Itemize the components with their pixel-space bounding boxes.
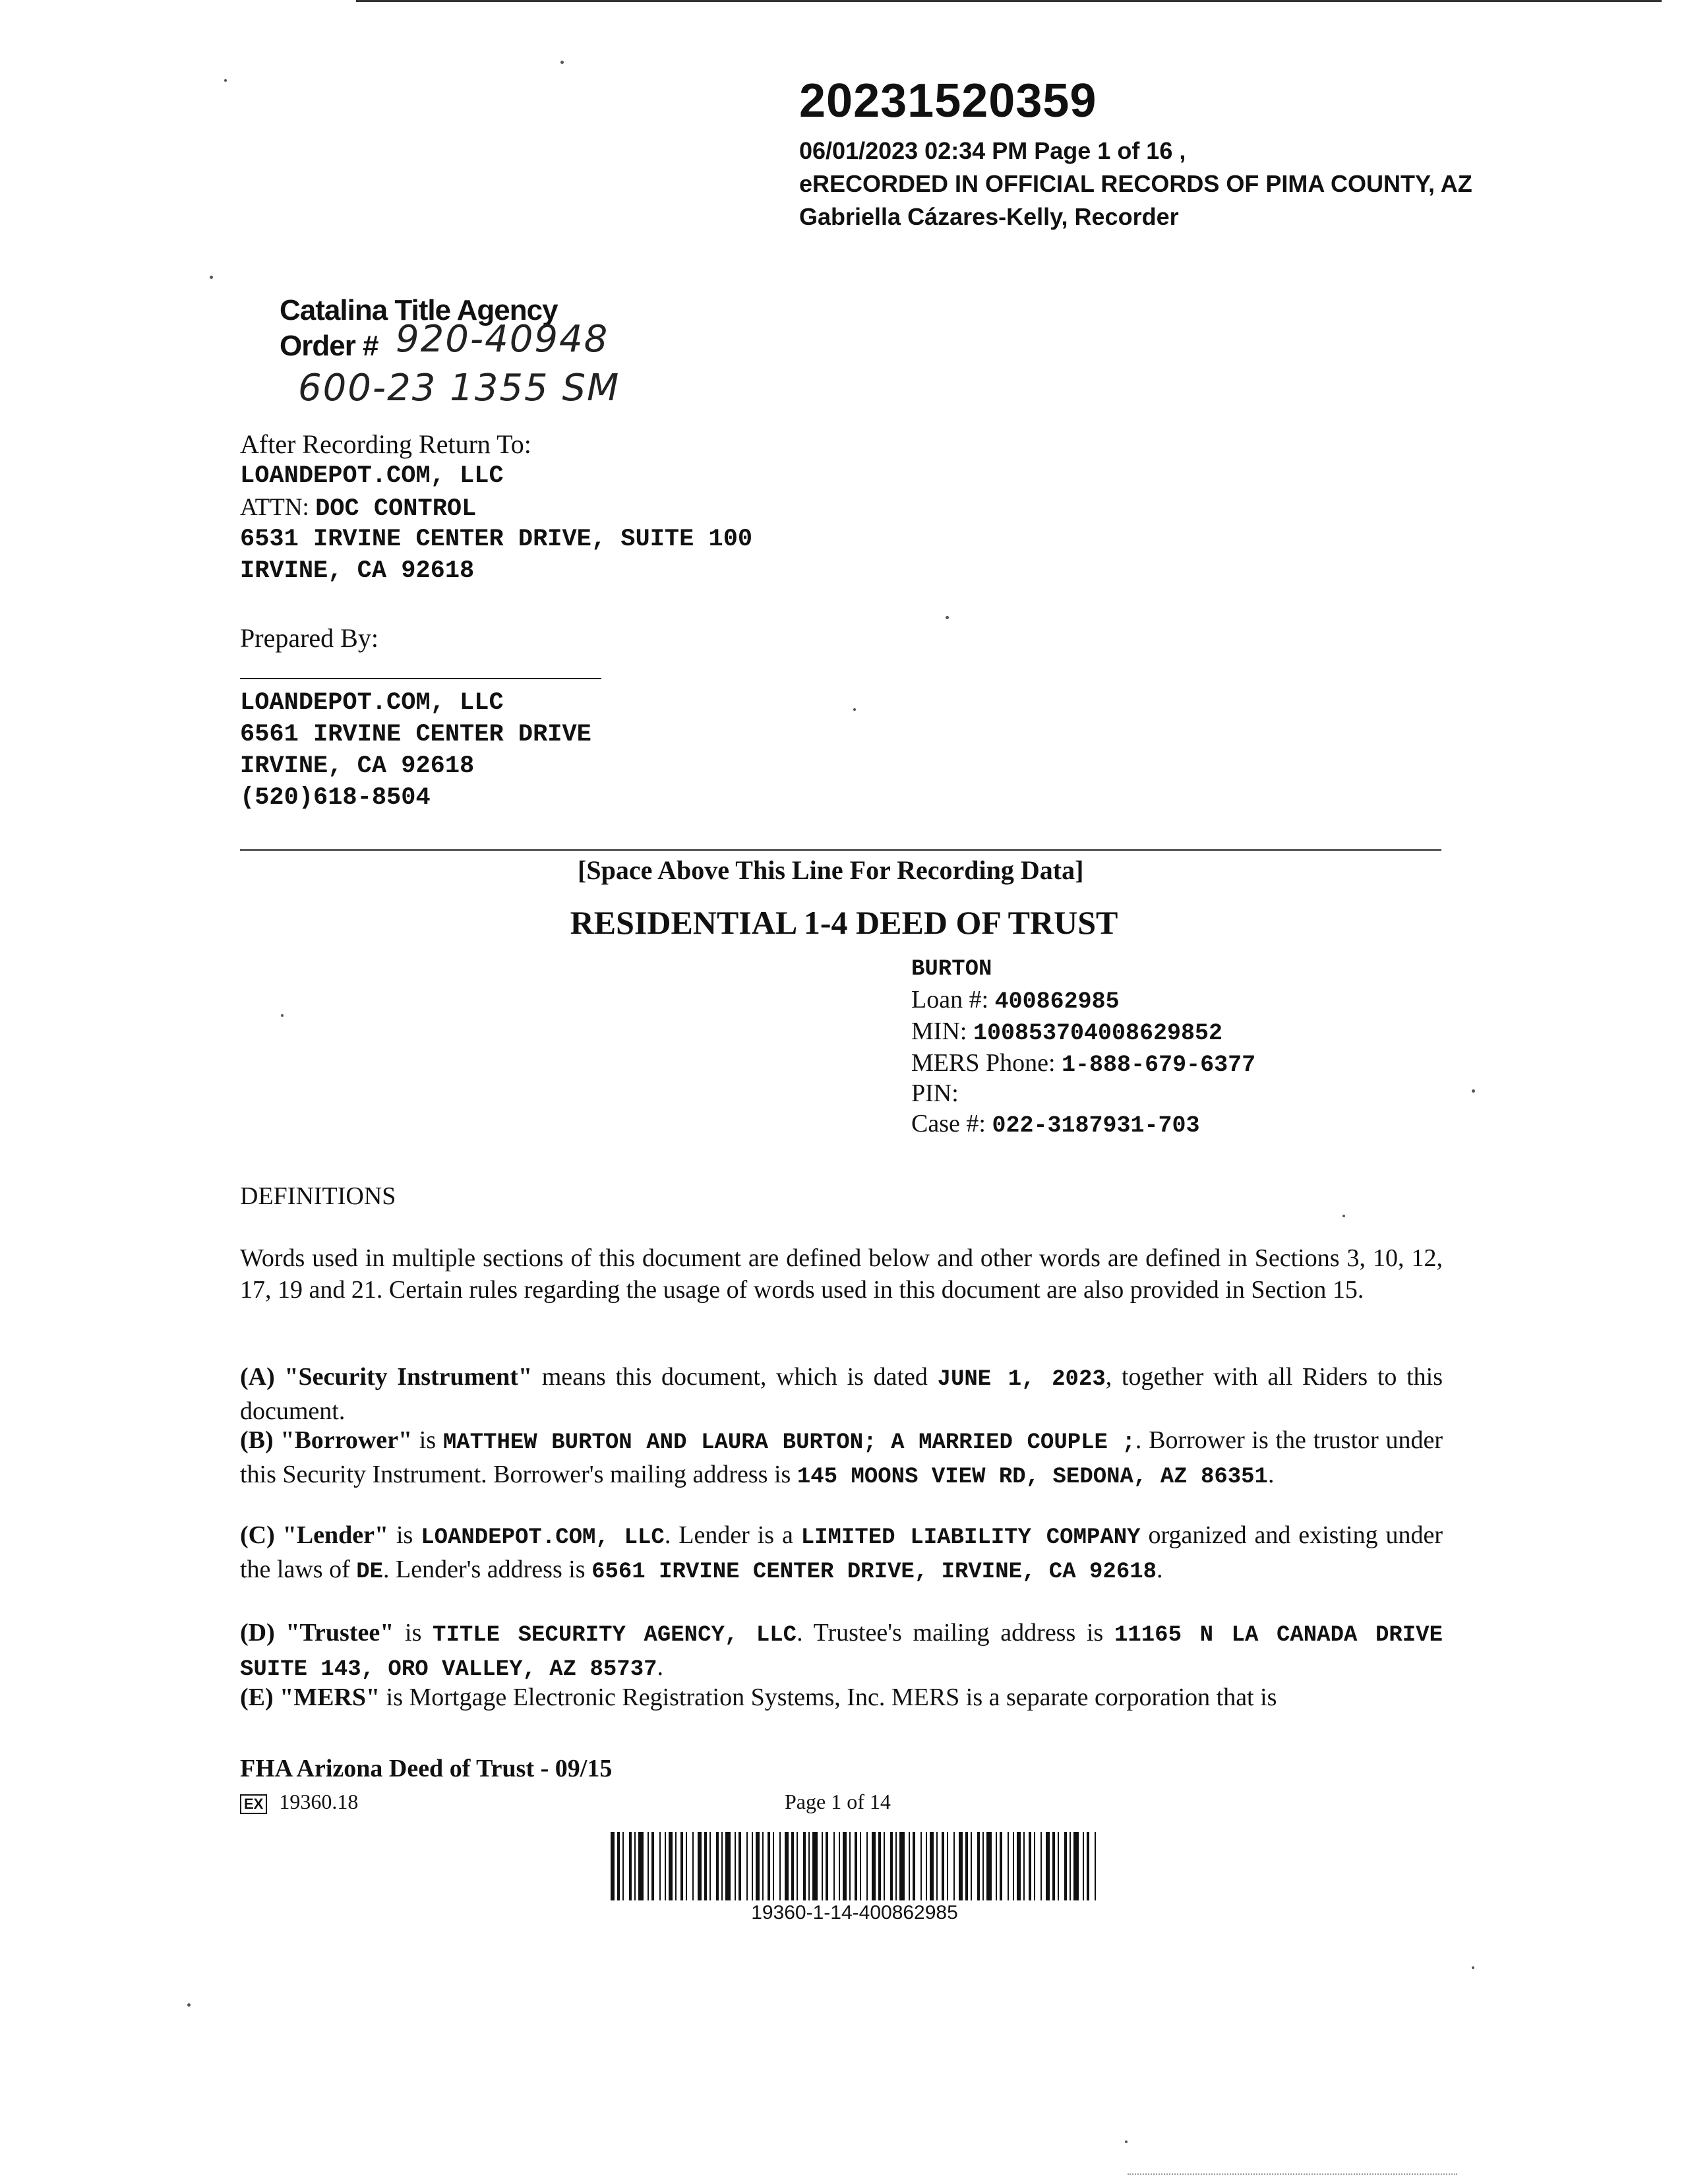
- barcode-bar: [680, 1832, 683, 1900]
- prepared-by-street: 6561 IRVINE CENTER DRIVE: [240, 721, 591, 748]
- scan-speck: [281, 1014, 284, 1017]
- case-number: 022-3187931-703: [992, 1112, 1200, 1139]
- definition-c: [240, 1519, 1443, 1588]
- loan-label: Loan #:: [911, 986, 989, 1014]
- scan-speck: [187, 2003, 191, 2007]
- lender-entity-type: LIMITED LIABILITY COMPANY: [800, 1525, 1141, 1550]
- prepared-by-rule: [240, 678, 601, 679]
- top-scan-rule: [356, 0, 1662, 2]
- borrower-address: 145 MOONS VIEW RD, SEDONA, AZ 86351: [797, 1465, 1268, 1490]
- space-above-note: [Space Above This Line For Recording Data]: [578, 855, 1084, 885]
- barcode-bar: [965, 1832, 968, 1900]
- barcode-bar: [692, 1832, 694, 1900]
- definition-e-term: (E) "MERS": [240, 1684, 380, 1711]
- barcode-bar: [1073, 1832, 1079, 1900]
- mers-phone-line: [911, 1047, 1255, 1081]
- min-label: MIN:: [911, 1017, 967, 1045]
- mers-phone-label: MERS Phone:: [911, 1049, 1056, 1077]
- barcode-bar: [1034, 1832, 1035, 1900]
- barcode-bar: [617, 1832, 620, 1900]
- barcode-bar: [839, 1832, 840, 1900]
- barcode-bar: [611, 1832, 615, 1900]
- barcode-bar: [930, 1832, 934, 1900]
- barcode-bar: [791, 1832, 794, 1900]
- form-vendor-logo: EX: [240, 1794, 267, 1814]
- recorder-line: Gabriella Cázares-Kelly, Recorder: [799, 203, 1179, 230]
- loan-number: 400862985: [994, 988, 1120, 1015]
- barcode-bar: [899, 1832, 905, 1900]
- case-number-line: [911, 1108, 1200, 1141]
- definition-e-text: is Mortgage Electronic Registration Systems, Inc. MERS is a separate corporation that is: [380, 1684, 1277, 1711]
- definition-c-text-end: .: [1157, 1556, 1163, 1583]
- scan-speck: [1342, 1215, 1345, 1217]
- barcode-bar: [1052, 1832, 1055, 1900]
- definition-c-text-4: . Lender's address is: [383, 1556, 592, 1583]
- barcode-bar: [843, 1832, 847, 1900]
- barcode-bar: [709, 1832, 711, 1900]
- barcode-bar: [890, 1832, 893, 1900]
- barcode-bar: [971, 1832, 972, 1900]
- barcode-bar: [866, 1832, 868, 1900]
- prepared-by-company: LOANDEPOT.COM, LLC: [240, 689, 504, 717]
- barcode-bar: [1064, 1832, 1067, 1900]
- document-title: RESIDENTIAL 1-4 DEED OF TRUST: [570, 904, 1118, 941]
- barcode-bar: [785, 1832, 789, 1900]
- barcode-bar: [936, 1832, 938, 1900]
- barcode-bar: [1058, 1832, 1059, 1900]
- barcode-bar: [878, 1832, 881, 1900]
- order-label: Order #: [280, 330, 378, 362]
- prepared-by-label: Prepared By:: [240, 623, 378, 653]
- barcode-bar: [1046, 1832, 1050, 1900]
- barcode-bar: [826, 1832, 828, 1900]
- barcode-bar: [721, 1832, 723, 1900]
- scan-speck: [1472, 1089, 1475, 1093]
- definition-a-text: means this document, which is dated: [532, 1363, 938, 1391]
- barcode-bar: [629, 1832, 632, 1900]
- barcode-bar: [860, 1832, 861, 1900]
- barcode-bar: [1070, 1832, 1071, 1900]
- return-to-street: 6531 IRVINE CENTER DRIVE, SUITE 100: [240, 526, 753, 553]
- definition-a-text-end: , together with all Riders to this document.: [240, 1363, 1443, 1425]
- definition-e: [240, 1682, 1443, 1713]
- definition-d-text-2: . Trustee's mailing address is: [797, 1619, 1114, 1647]
- barcode-bar: [872, 1832, 876, 1900]
- recording-number: 20231520359: [799, 75, 1097, 127]
- barcode-bar: [651, 1832, 654, 1900]
- definition-c-term: (C) "Lender": [240, 1521, 389, 1549]
- scan-speck: [560, 61, 564, 64]
- instrument-date: JUNE 1, 2023: [937, 1367, 1106, 1392]
- barcode-bar: [895, 1832, 897, 1900]
- min-line: [911, 1016, 1222, 1049]
- barcode-bar: [622, 1832, 624, 1900]
- barcode-bar: [797, 1832, 798, 1900]
- return-to-city: IRVINE, CA 92618: [240, 557, 475, 585]
- borrower-names: MATTHEW BURTON AND LAURA BURTON; A MARRIED COUPLE ;: [442, 1430, 1135, 1455]
- barcode-bar: [884, 1832, 885, 1900]
- barcode-bar: [1013, 1832, 1014, 1900]
- return-to-company: LOANDEPOT.COM, LLC: [240, 462, 504, 490]
- recording-data-rule: [240, 849, 1441, 851]
- barcode-bar: [638, 1832, 644, 1900]
- case-label: Case #:: [911, 1110, 986, 1138]
- trustee-name: TITLE SECURITY AGENCY, LLC: [433, 1623, 797, 1648]
- barcode-bar: [977, 1832, 980, 1900]
- page-number: Page 1 of 14: [785, 1790, 891, 1813]
- return-to-label: After Recording Return To:: [240, 429, 531, 459]
- barcode-bar: [953, 1832, 955, 1900]
- barcode-bar: [1023, 1832, 1025, 1900]
- barcode-bar: [1029, 1832, 1031, 1900]
- return-to-attn: [240, 492, 476, 525]
- definition-b-text: is: [412, 1426, 443, 1454]
- min-number: 100853704008629852: [973, 1020, 1223, 1046]
- barcode-bar: [762, 1832, 764, 1900]
- barcode-bar: [803, 1832, 806, 1900]
- barcode-bar: [1017, 1832, 1021, 1900]
- barcode-bar: [773, 1832, 774, 1900]
- barcode-bar: [698, 1832, 702, 1900]
- barcode-bar: [1040, 1832, 1042, 1900]
- barcode-bar: [716, 1832, 719, 1900]
- lender-state: DE: [356, 1560, 384, 1585]
- scan-speck: [946, 616, 949, 619]
- barcode-bar: [669, 1832, 673, 1900]
- lender-address: 6561 IRVINE CENTER DRIVE, IRVINE, CA 92618: [591, 1560, 1157, 1585]
- loan-number-line: [911, 984, 1120, 1017]
- recorded-datetime-line: 06/01/2023 02:34 PM Page 1 of 16 ,: [799, 137, 1186, 164]
- title-agency-name: Catalina Title Agency: [280, 294, 558, 326]
- trustee-address: 11165 N LA CANADA DRIVE SUITE 143, ORO VALLEY, AZ 85737: [240, 1623, 1443, 1682]
- scan-speck: [1125, 2140, 1128, 2143]
- barcode-number: 19360-1-14-400862985: [751, 1902, 958, 1924]
- mers-phone-number: 1-888-679-6377: [1062, 1052, 1256, 1078]
- barcode-bar: [768, 1832, 770, 1900]
- prepared-by-city: IRVINE, CA 92618: [240, 752, 475, 780]
- definition-c-text-2: . Lender is a: [664, 1521, 801, 1549]
- barcode-bar: [686, 1832, 687, 1900]
- barcode-bar: [812, 1832, 818, 1900]
- barcode-bar: [986, 1832, 992, 1900]
- scan-speck: [1472, 1966, 1474, 1969]
- definitions-intro: Words used in multiple sections of this document are defined below and other words are defined in Sections 3, 10, 12, 17, 19 and 21. Certain rules regarding the usage of words used in this document are also provided in Section 15.: [240, 1244, 1443, 1304]
- barcode-bar: [942, 1832, 944, 1900]
- prepared-by-phone: (520)618-8504: [240, 784, 431, 812]
- lender-name: LOANDEPOT.COM, LLC: [421, 1525, 665, 1550]
- definitions-heading: DEFINITIONS: [240, 1182, 396, 1210]
- barcode-bar: [1000, 1832, 1002, 1900]
- definition-d-text-end: .: [657, 1653, 664, 1681]
- definition-a-term: (A) "Security Instrument": [240, 1363, 533, 1391]
- barcode-bar: [996, 1832, 997, 1900]
- definition-c-text-3: organized and existing under the laws of: [240, 1521, 1443, 1583]
- barcode-bar: [738, 1832, 741, 1900]
- scan-speck: [224, 79, 227, 82]
- barcode-bar: [675, 1832, 677, 1900]
- erecorded-line: eRECORDED IN OFFICIAL RECORDS OF PIMA COUNTY, AZ: [799, 170, 1472, 197]
- barcode-bar: [913, 1832, 915, 1900]
- barcode-image: [611, 1832, 1099, 1900]
- definition-d-text: is: [394, 1619, 433, 1647]
- barcode-bar: [947, 1832, 948, 1900]
- barcode-bar: [849, 1832, 851, 1900]
- barcode-bar: [648, 1832, 649, 1900]
- barcode-bar: [756, 1832, 760, 1900]
- form-name: FHA Arizona Deed of Trust - 09/15: [240, 1755, 613, 1782]
- barcode-bar: [725, 1832, 731, 1900]
- attn-label: ATTN:: [240, 494, 309, 521]
- barcode-bar: [855, 1832, 857, 1900]
- definition-b-text-end: .: [1267, 1461, 1275, 1488]
- barcode-bar: [1087, 1832, 1089, 1900]
- barcode-bar: [634, 1832, 636, 1900]
- barcode-bar: [822, 1832, 823, 1900]
- form-code: 19360.18: [279, 1790, 359, 1813]
- barcode-bar: [926, 1832, 927, 1900]
- definition-a: [240, 1361, 1443, 1427]
- barcode-bar: [920, 1832, 922, 1900]
- barcode-bar: [665, 1832, 666, 1900]
- barcode-bar: [1083, 1832, 1084, 1900]
- barcode-bar: [909, 1832, 910, 1900]
- attn-value: DOC CONTROL: [315, 495, 477, 523]
- barcode-bar: [735, 1832, 736, 1900]
- barcode-bar: [779, 1832, 781, 1900]
- barcode-bar: [659, 1832, 661, 1900]
- definition-b-term: (B) "Borrower": [240, 1426, 413, 1454]
- pin-line: PIN:: [911, 1079, 959, 1107]
- barcode-bar: [959, 1832, 963, 1900]
- scan-edge-dots: [1128, 2173, 1457, 2176]
- definition-b-text-mid: . Borrower is the trustor under this Security Instrument. Borrower's mailing address is: [240, 1426, 1443, 1488]
- barcode-bar: [982, 1832, 984, 1900]
- definition-d-term: (D) "Trustee": [240, 1619, 394, 1647]
- barcode-bar: [752, 1832, 753, 1900]
- handwritten-escrow-note: 600-23 1355 SM: [298, 367, 620, 410]
- scan-speck: [210, 276, 213, 279]
- barcode-bar: [746, 1832, 748, 1900]
- barcode-bar: [704, 1832, 707, 1900]
- definition-b: [240, 1424, 1443, 1493]
- barcode-bar: [1095, 1832, 1096, 1900]
- definition-c-text: is: [388, 1521, 421, 1549]
- order-number-handwritten: 920-40948: [396, 318, 609, 361]
- form-code-line: [240, 1790, 358, 1814]
- scan-speck: [853, 708, 856, 711]
- definition-d: [240, 1617, 1443, 1685]
- barcode-bar: [1008, 1832, 1009, 1900]
- borrower-surname: BURTON: [911, 957, 992, 982]
- barcode-bar: [833, 1832, 835, 1900]
- barcode-bar: [808, 1832, 810, 1900]
